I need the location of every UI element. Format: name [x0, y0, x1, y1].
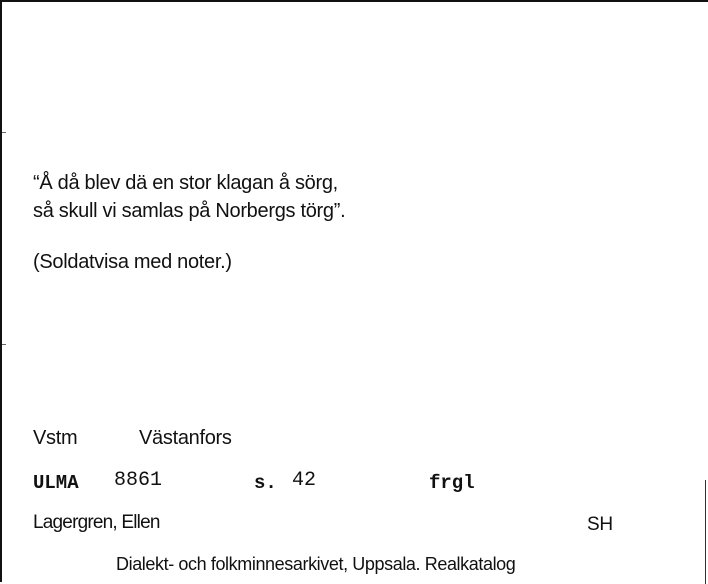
location-place: Västanfors — [139, 427, 232, 449]
scan-mark — [2, 344, 6, 345]
page-number: 42 — [292, 469, 317, 492]
description: (Soldatvisa med noter.) — [33, 251, 232, 273]
card-right-edge — [705, 480, 706, 584]
record-number: 8861 — [114, 469, 163, 492]
page-label: s. — [254, 472, 277, 494]
archive-footer: Dialekt- och folkminnesarkivet, Uppsala. Realkatalog — [116, 554, 516, 574]
location-code: Vstm — [33, 427, 78, 449]
recorder-initials: SH — [587, 514, 613, 535]
category-tag: frgl — [429, 472, 475, 494]
scan-mark — [2, 132, 6, 133]
recorder-name: Lagergren, Ellen — [33, 512, 160, 533]
quote-line-1: “Å då blev dä en stor klagan å sörg, — [33, 172, 338, 194]
quote-line-2: så skull vi samlas på Norbergs törg”. — [33, 200, 346, 222]
archive-name: ULMA — [33, 472, 79, 494]
